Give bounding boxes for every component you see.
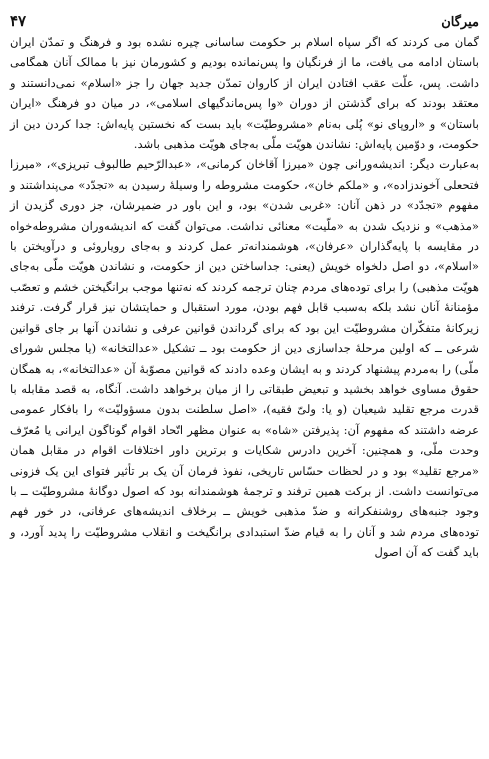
page-number: ۴۷ — [10, 12, 27, 30]
page-header — [10, 8, 479, 30]
page-body — [10, 32, 479, 563]
paragraph-1: گمان می کردند که اگر سپاه اسلام بر حکومت ساسانی چیره نشده بود و فرهنگ و تمدّن ایران باستان ادامه می یافت، ما از فرنگیان وا پس‌نمانده بودیم و کشورمان نیز با ممالک آنان همگامی داشت. پس، علّت عقب افتادن ایران از کاروان تمدّن جدید جهان را جز «اسلام» نمی‌دانستند و معتقد بودند که برای گذشتن از دوران «وا پس‌ماندگیهای اسلامی»، در میان دو فرهنگ «ایران باستان» و «اروپای نو» پُلی به‌نام «مشروطیّت» باید بست که نخستین پایه‌اش: جدا کردن دین از حکومت، و دوّمین پایه‌اش: نشاندن هویّت ملّی به‌جای هویّت مذهبی باشد. — [10, 35, 479, 152]
paragraph-2: به‌عبارت دیگر: اندیشه‌ورانی چون «میرزا آقاخان کرمانی»، «عبدالرّحیم طالبوف تبریزی»، «میرزا فتحعلی آخوندزاده»، و «ملکم خان»، حکومت مشروطه را وسیلهٔ رسیدن به «تجدّد» می‌پنداشتند و مفهوم «تجدّد» در ذهن آنان: «غربی شدن» بود، و این باور در ضمیرشان، جز دوری گزیدن از «مذهب» و نزدیک شدن به «ملّیت» معنائی نداشت. می‌توان گفت که اندیشه‌وران مشروطه‌خواه در مقایسه با پایه‌گذاران «عرفان»، هوشمندانه‌تر عمل کردند و به‌جای رویاروئی و درآویختن با «اسلام»، دو اصل دلخواه خویش (یعنی: جداساختن دین از حکومت، و نشاندن هویّت ملّی به‌جای هویّت مذهبی) را برای توده‌های مردم چنان ترجمه کردند که نه‌تنها موجب برانگیختن خشم و تعصّب مؤمنانهٔ آنان نشد بلکه به‌سبب قابل فهم بودن، مورد استقبال و حمایتشان نیز قرار گرفت. ترفند زیرکانهٔ متفکّران مشروطیّت این بود که برای گرداندن قوانین عرفی و نشاندن آنها بر جای قوانین شرعی ــ که اولین مرحلهٔ جداسازی دین از حکومت بود ــ تشکیل «عدالتخانه» (یا مجلس شورای ملّی) را به‌مردم پیشنهاد کردند و به ایشان وعده دادند که قوانین مصوّبهٔ آن «عدالتخانه»، به همگان حقوق مساوی خواهد بخشید و تبعیض طبقاتی را از میان برخواهد داشت. آنگاه، به قصد مقابله با قدرت مرجع تقلید شیعیان (و یا: ولیّ فقیه)، «اصل سلطنت بدون مسؤولیّت» را بافکار عمومی عرضه داشتند که مفهوم آن: پذیرفتن «شاه» به عنوان مظهر اتّحاد اقوام گوناگون ایرانی یا مُعرّف وحدت ملّی، و همچنین: آخرین دادرس شکایات و برترین داور اختلافات اقوام در مقابل همان «مرجع تقلید» بود و در لحظات حسّاس تاریخی، نفوذ فرمان آن یک بر تأثیر فتوای این یک فزونی می‌توانست داشت. از برکت همین ترفند و ترجمهٔ هوشمندانه بود که اصول دوگانهٔ مشروطیّت ــ با وجود جنبه‌های روشنفکرانه و ضدّ مذهبی خویش ــ برخلاف اندیشه‌های عرفانی، در خور فهم توده‌های مردم شد و آنان را به قیام ضدّ استبدادی برانگیخت و انقلاب مشروطیّت را پدید آورد، و باید گفت که آن اصول — [10, 157, 479, 560]
running-title: میرگان — [441, 15, 479, 30]
